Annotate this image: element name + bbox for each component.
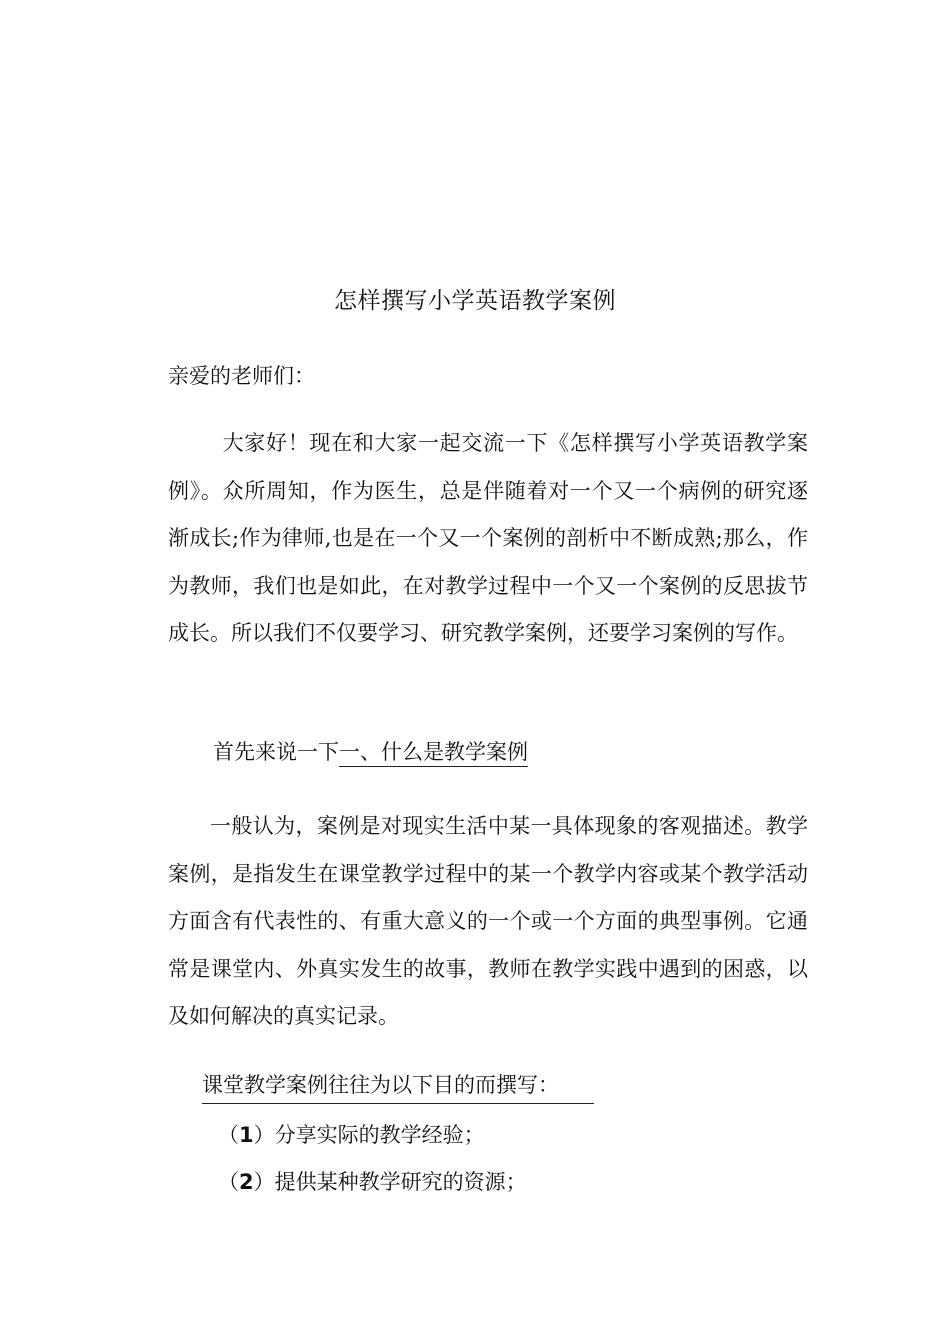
- document-title: 怎样撰写小学英语教学案例: [334, 288, 616, 314]
- definition-paragraph: 一般认为，案例是对现实生活中某一具体现象的客观描述。教学案例，是指发生在课堂教学过程中的某一个教学内容或某个教学活动方面含有代表性的、有重大意义的一个或一个方面的典型事例。它通常是课堂内、外真实发生的故事，教师在教学实践中遇到的困惑，以及如何解决的真实记录。: [168, 814, 808, 1028]
- intro-paragraph: 大家好！现在和大家一起交流一下《怎样撰写小学英语教学案例》。众所周知，作为医生，总是伴随着对一个又一个病例的研究逐渐成长;作为律师,也是在一个又一个案例的剖析中不断成熟;那么，作为教师，我们也是如此，在对教学过程中一个又一个案例的反思拔节成长。所以我们不仅要学习、研究教学案例，还要学习案例的写作。: [168, 431, 808, 645]
- section-line: [213, 735, 528, 769]
- list-item-text: 分享实际的教学经验；: [274, 1123, 485, 1147]
- list-item: [218, 1167, 527, 1197]
- list-item-open: （: [218, 1170, 239, 1194]
- greeting: 亲爱的老师们：: [168, 364, 315, 388]
- list-item-text: 提供某种教学研究的资源；: [274, 1170, 527, 1194]
- list-item-open: （: [218, 1123, 239, 1147]
- list-item-close: ）: [253, 1170, 275, 1194]
- section-intro: 首先来说一下: [213, 740, 339, 764]
- purpose-heading: 课堂教学案例往往为以下目的而撰写：: [202, 1070, 594, 1104]
- list-item-number: 2: [239, 1170, 254, 1194]
- list-item-number: 1: [239, 1123, 254, 1147]
- list-item: [218, 1120, 485, 1150]
- section-heading: 一、什么是教学案例: [339, 740, 528, 767]
- list-item-close: ）: [253, 1123, 275, 1147]
